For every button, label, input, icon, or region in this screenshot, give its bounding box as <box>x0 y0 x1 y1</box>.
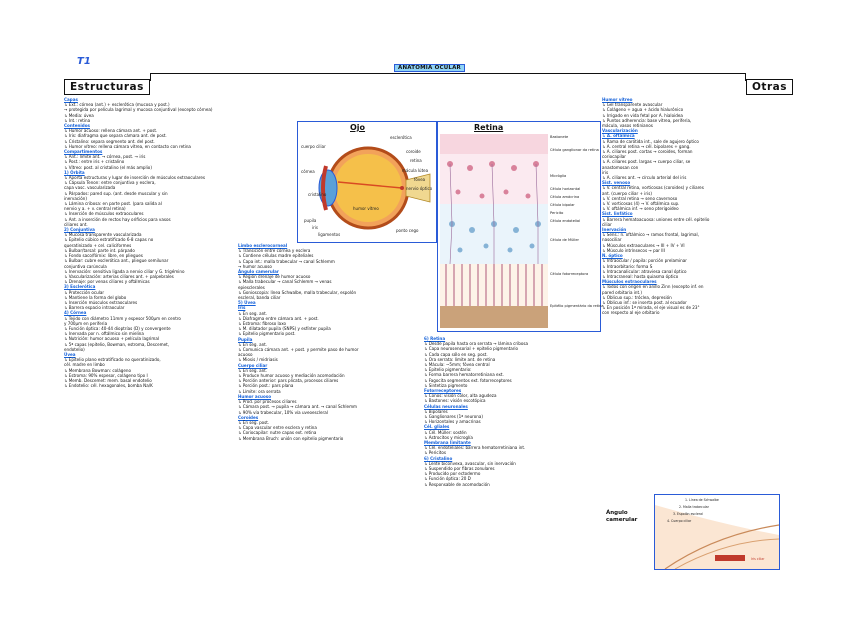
note-line: ↳ Ora serrata: límite ant. de retina <box>424 356 496 362</box>
note-line: ↳ V. central retina, vorticosas (coroides) y ciliares <box>602 185 704 191</box>
note-line: ↳ Producido por ectodermo <box>424 471 481 477</box>
note-line: ↳ Músculo intrínsecos → par III <box>602 247 665 253</box>
eye-label-nervio: nervio óptico <box>406 186 433 191</box>
note-line: con respecto al eje orbitario <box>602 310 660 316</box>
note-line: ↳ V. oftálmica inf. → seno pterigoideo <box>602 206 679 212</box>
note-line: ↳ 90% vía trabecular, 10% vía uveoescleral <box>238 409 328 415</box>
note-line: ↳ Cristalino: separa segmento ant. del post. <box>64 138 155 144</box>
section-heading: 3) Esclerótica <box>64 284 96 290</box>
note-line: ↳ Epitelio pigmentario: <box>424 367 472 373</box>
note-line: ↳ Horizontales y amacrinas <box>424 419 481 425</box>
retina-label-6: Célula bipolar <box>550 203 575 207</box>
note-line: ↳ Desde papila hasta ora serrata → lámina cribosa <box>424 341 528 347</box>
note-line: capa vasc. vascularizada <box>64 185 116 191</box>
retina-label-11: Epitélio pigmentário da retina <box>550 304 604 308</box>
note-line: ↳ Oblicuo inf.: se inserta post. al ecuador <box>602 299 687 305</box>
eye-label-pupila: pupila <box>304 218 317 223</box>
eye-figure <box>297 121 437 243</box>
note-line: ↳ Puntos adherencia: base vítrea, periferia, <box>602 117 692 123</box>
note-line: ↳ V. central retina → seno cavernoso <box>602 195 678 201</box>
note-line: ↳ Lente biconvexa, avascular, sin inervación <box>424 460 516 466</box>
section-heading: 4) Córnea <box>64 310 87 316</box>
note-line: ↳ Conos: visión color, alta agudeza <box>424 393 497 399</box>
note-line: ↳ Inserción de músculos extraoculares <box>64 211 144 217</box>
angle-label-3: 3. Espolón escleral <box>673 512 703 516</box>
note-line: ↳ A. ciliares post. cortas → coroides, forman <box>602 149 693 155</box>
angle-figure <box>654 494 780 570</box>
header-divider <box>150 73 746 74</box>
note-line: ↳ Inervación: sensitiva ligada a nervio ciliar y G. trigémino <box>64 268 185 274</box>
note-line: ↳ Cápsula Tenon: entre conjuntiva y esclera, <box>64 180 156 186</box>
note-line: ↳ Pericitos <box>424 450 447 456</box>
section-heading: Cuerpo ciliar <box>238 362 268 368</box>
section-heading: 6) Cristalino <box>424 455 453 461</box>
eye-label-retina: retina <box>410 158 422 163</box>
section-heading: Sist. linfático <box>602 211 633 217</box>
retina-figure-title: Retina <box>474 123 504 132</box>
eye-label-fovea: fóvea <box>414 177 426 182</box>
note-line: ↳ Epitelio cúbico estratificado 6-8 capas no <box>64 237 154 243</box>
note-line: ↳ Párpados: pared sup. (ant. desde muscular y sin <box>64 190 168 196</box>
note-line: ↳ Aporta estructuras y lugar de inserción de músculos extraoculares <box>64 175 206 181</box>
note-line: ↳ Bulbar/tarsal: parte int. párpado <box>64 247 135 253</box>
section-heading: N. óptico <box>602 253 623 259</box>
note-line: pared orbitaria int.) <box>602 289 643 295</box>
note-line: ↳ Cél. Müller: sostén <box>424 429 467 435</box>
section-heading: Fotorreceptores <box>424 388 462 394</box>
note-line: ↳ En seg. ant. <box>238 341 268 347</box>
note-line: ↳ Estroma: 90% espesor, colágeno tipo I <box>64 372 148 378</box>
note-line: ↳ Gonioscopia: línea Schwalbe, malla trabecular, espolón <box>238 289 357 295</box>
section-heading: Inervación <box>602 227 627 233</box>
note-line: ↳ Intraorbitario: forma S <box>602 263 653 269</box>
eye-label-cristalino: cristalino <box>308 192 327 197</box>
note-line: acuoso <box>238 352 253 358</box>
note-line: ↳ Cámara post. → pupila → cámara ant. → canal Schlemm <box>238 404 358 410</box>
retina-label-2: Célula ganglionar da retina <box>550 148 599 152</box>
note-line: ↳ Función óptica: 20 D <box>424 476 471 482</box>
note-line: ↳ Contiene células madre epiteliales <box>238 253 314 259</box>
eye-figure-title: Ojo <box>350 123 366 132</box>
retina-label-3: Micróglia <box>550 174 567 178</box>
section-box-estructuras: Estructuras <box>64 79 150 95</box>
section-heading: 5) Úvea <box>238 300 256 306</box>
note-line: ↳ Región drenaje de humor acuoso <box>238 274 311 280</box>
note-line: ↳ Mucosa transparente vascularizada <box>64 232 142 238</box>
note-line: ↳ Rama de carótida int., sale de agujero óptico <box>602 138 699 144</box>
section-heading: Humor vítreo <box>602 97 633 102</box>
note-line: ↳ Todos con origen en anillo Zinn (excepto inf. en <box>602 284 704 290</box>
note-line: escleral, banda ciliar <box>238 295 281 301</box>
header-tick-left <box>150 73 151 81</box>
note-line: ↳ Bulbar: cubre esclerótica ant., pliegue semilunar <box>64 258 169 264</box>
note-line: ↳ Iris: diafragma que separa cámara ant. de post. <box>64 133 167 139</box>
note-line: ↳ Responsable de acomodación <box>424 481 490 487</box>
note-line: ↳ Fondo saco/fórnix: libre, en pliegues <box>64 253 143 259</box>
note-line: ↳ Membrana Bruch: unión con epitelio pigmentario <box>238 435 344 441</box>
note-line: ↳ Vascularización: arterias ciliares ant. + palpebrales <box>64 273 174 279</box>
angle-label-1: 1. Línea de Schwalbe <box>685 498 719 502</box>
section-heading: Contenidos <box>64 123 90 129</box>
note-line: ↳ Inserción músculos extraoculares <box>64 299 138 305</box>
note-line: ↳ Cada capa sólo en seg. post. <box>424 351 488 357</box>
note-line: inervación) <box>64 195 87 201</box>
note-line: ↳ Tejido con diámetro 11mm y espesor 500μm en centro <box>64 315 181 321</box>
note-line: ↳ Fagocita segmentos ext. fotorreceptores <box>424 377 512 383</box>
note-line: ↳ En posición 1ª mirada, el eje visual es de 23° <box>602 305 700 311</box>
retina-label-8: Célula endotelial <box>550 219 581 223</box>
section-heading: Músculos extraoculares <box>602 279 657 285</box>
angle-figure-title: Ángulo camerular <box>606 510 638 523</box>
retina-label-10: Célula fotorreceptora <box>550 272 589 276</box>
section-heading: Úvea <box>64 351 76 357</box>
note-line: ↳ Produce humor acuoso y mediación acomodación <box>238 373 345 379</box>
angle-label-4: 4. Cuerpo ciliar <box>667 519 692 523</box>
section-heading: Sist. venoso <box>602 180 631 186</box>
note-line: endotelio) <box>64 346 85 352</box>
note-line: anastomosan con <box>602 164 639 170</box>
angle-note: Iris ciliar <box>751 557 765 561</box>
retina-label-1: Bastonete <box>550 135 569 139</box>
note-line: ↳ Bipolares <box>424 408 448 414</box>
note-line: ↳ Intraocular / papila: porción prelaminar <box>602 258 687 264</box>
note-line: ↳ Intracanalicular: atraviesa canal óptico <box>602 268 687 274</box>
note-line: ↳ Int.: retina <box>64 117 91 123</box>
note-line: ↳ V. vorticosas (4) → V. oftálmica sup. <box>602 201 680 207</box>
note-line: ↳ Ant.: límite ant. → córnea, post. → iris <box>64 154 146 160</box>
note-line: y 700μm en periferia <box>64 320 108 326</box>
note-line: ↳ En seg. ant. <box>238 310 268 316</box>
notes-column-4 <box>602 97 784 497</box>
note-line: nasociliar <box>602 237 622 243</box>
eye-label-ponto: ponto cego <box>396 228 419 233</box>
note-line: conjuntiva carúncula <box>64 263 107 269</box>
note-line: ↳ Vítreo: post. al cristalino (el más amplio) <box>64 164 152 170</box>
note-line: ↳ Colágeno + agua + ácido hialurónico <box>602 107 684 113</box>
note-line: ↳ A. ciliares ant. → círculo arterial del iris <box>602 175 687 181</box>
note-line: ↳ Comunica cámara ant. + post. y permite paso de humor <box>238 347 359 353</box>
section-heading: 1) Órbita <box>64 169 85 175</box>
notes-column-2 <box>238 243 418 575</box>
section-heading: Cél. gliales <box>424 424 450 430</box>
eye-label-humor: humor vítreo <box>353 206 379 211</box>
note-line: ↳ Inervada por n. oftálmico sin mielina <box>64 331 144 337</box>
section-heading: Limbo esclerocorneal <box>238 243 288 248</box>
note-line: ↳ Sintetiza pigmento <box>424 382 468 388</box>
retina-label-4: Célula horizontal <box>550 187 581 191</box>
section-heading: Compartimentos <box>64 149 103 155</box>
note-line: ↳ Post.: entre iris + cristalino <box>64 159 125 165</box>
retina-label-5: Célula amácrina <box>550 195 580 199</box>
note-line: ciliares ant. <box>64 221 88 227</box>
note-line: ↳ Lámina cribosa: en parte post. (para salida al <box>64 201 162 207</box>
retina-label-7: Pericito <box>550 211 564 215</box>
eye-label-ligamentos: ligamentos <box>318 232 341 237</box>
note-line: ↳ Sens.: n. oftálmico → ramos frontal, lagrimal, <box>602 232 699 238</box>
note-line: ↳ Barrera espacio intraocular <box>64 305 125 311</box>
note-line: ↳ Drenaje: por venas ciliares y oftálmicas <box>64 279 150 285</box>
retina-figure <box>437 121 604 332</box>
note-line: epiesclerales <box>238 284 265 290</box>
section-heading: Células neuronales <box>424 403 468 409</box>
note-line: ↳ En seg. ant. <box>238 367 268 373</box>
section-heading: Vascularización <box>602 128 638 134</box>
section-heading: Iris <box>238 305 246 311</box>
eye-label-esclerotica: esclerótica <box>390 135 412 140</box>
note-line: nervio y a. + v. central retina) <box>64 206 126 212</box>
section-heading: Membrana limitante <box>424 440 471 446</box>
note-line: → protegida por película lagrimal y mucosa conjuntival (excepto córnea) <box>64 107 213 113</box>
angle-label-2: 2. Malla trabecular <box>679 505 709 509</box>
note-line: ↳ Suspendido por fibras zonulares <box>424 466 495 472</box>
section-heading: ↳ A. oftálmica <box>602 133 635 139</box>
note-line: ↳ Diafragma entre cámara ant. + post. <box>238 315 319 321</box>
notes-column-3 <box>424 336 602 576</box>
note-line: ↳ Intracraneal: hasta quiasma óptico <box>602 273 679 279</box>
note-line: ↳ Epitelio plano estratificado no queratinizado, <box>64 357 161 363</box>
note-line: ↳ Estroma: fibroso laxo <box>238 321 286 327</box>
eye-label-cornea: córnea <box>301 169 315 174</box>
eye-label-macula: mácula lútea <box>402 168 429 173</box>
note-line: ↳ En seg. post. <box>238 419 270 425</box>
note-line: ↳ Transición entre córnea y esclera <box>238 248 311 254</box>
note-line: ↳ A. central retina → cél. bipolares + gang. <box>602 143 691 149</box>
note-line: coriocapilar <box>602 154 626 160</box>
note-line: ↳ Cél. endoteliales: barrera hematorretiniana int. <box>424 445 526 451</box>
note-line: ↳ Ant. a inserción de rectos hay orificios para vasos <box>64 216 171 222</box>
eye-label-coroide: coroide <box>406 149 421 154</box>
note-line: ant. (cuerpo ciliar + iris) <box>602 190 652 196</box>
note-line: ↳ Humor vítreo: rellena cámara vítrea, en contacto con retina <box>64 143 191 149</box>
note-line: ↳ Gel transparente avascular <box>602 102 663 108</box>
section-box-otras: Otras <box>746 79 793 95</box>
note-line: ↳ Mantiene la forma del globo <box>64 294 127 300</box>
note-line: ↳ M. dilatador pupila (SNPS) y esfínter pupila <box>238 326 331 332</box>
note-line: ↳ Barrera hematoacuosa: uniones entre cél. epitelio <box>602 216 710 222</box>
note-line: ↳ Astrocitos y microglía <box>424 434 473 440</box>
note-line: ↳ Porción anterior: pars plicata, procesos ciliares <box>238 378 339 384</box>
note-line: ↳ Prod. por procesos ciliares <box>238 399 297 405</box>
note-line: ↳ Humor acuoso: rellena cámara ant. + post. <box>64 128 158 134</box>
note-line: iris <box>602 169 609 175</box>
note-line: ↳ Irrigado en vida fetal por A. hialoidea <box>602 112 683 118</box>
note-line: queratinizado + cel. caliciformes <box>64 242 132 248</box>
section-heading: Humor acuoso <box>238 393 272 399</box>
note-line: ↳ Porción post.: pars plana <box>238 383 294 389</box>
note-line: ↳ Media: úvea <box>64 112 94 118</box>
note-line: ↳ Mácula: ~5mm; fóvea central <box>424 362 490 368</box>
note-line: ↳ Endotelio: cél. hexagonales, bomba Na/K <box>64 383 153 389</box>
note-line: ↳ Miosis / midriasis <box>238 357 278 363</box>
eye-label-iris: iris <box>312 225 318 230</box>
note-line: ↳ Membrana Bowman: colágeno <box>64 367 132 373</box>
note-line: ↳ Nutrición: humor acuoso + película lagrimal <box>64 336 160 342</box>
note-line: ↳ Capa int.: malla trabecular → canal Schlemm <box>238 258 335 264</box>
note-line: ↳ Capa neurosensorial + epitelio pigmentario <box>424 346 519 352</box>
note-line: ↳ Ext.: córnea (ant.) + esclerótica (mucosa y post.) <box>64 102 170 108</box>
note-line: ↳ Capa vascular entre esclera y retina <box>238 425 317 431</box>
section-heading: Coroides <box>238 414 259 420</box>
note-line: ciliar <box>602 221 612 227</box>
section-heading: Ángulo camerular <box>238 269 279 275</box>
section-heading: 2) Conjuntiva <box>64 227 95 233</box>
note-line: ↳ Protección ocular <box>64 289 105 295</box>
page-title: ANATOMIA OCULAR <box>394 64 465 72</box>
note-line: mácula, vasos retinianos <box>602 123 653 129</box>
note-line: cél. madre en limbo <box>64 362 105 368</box>
eye-illustration <box>298 122 436 242</box>
note-line: ↳ 5ª capas (epitelio, Bowman, estroma, Descemet, <box>64 341 170 347</box>
angle-figure-caption <box>606 510 654 524</box>
note-line: ↳ Malla trabecular → canal Schlemm → venas <box>238 279 332 285</box>
section-heading: 6) Retina <box>424 336 446 341</box>
note-line: ↳ Función óptica: 40-44 dioptrías (D) y convergente <box>64 325 171 331</box>
page-number: T1 <box>77 56 91 67</box>
note-line: ↳ A. ciliares post. largas → cuerpo ciliar, se <box>602 159 691 165</box>
retina-illustration <box>440 134 548 328</box>
note-line: → humor acuoso <box>238 263 272 269</box>
note-line: ↳ Coriocapilar: nutre capas ext. retina <box>238 430 317 436</box>
note-line: ↳ Memb. Descemet: mem. basal endotelio <box>64 377 152 383</box>
note-line: ↳ Forma barrera hematorretiniana ext. <box>424 372 504 378</box>
note-line: ↳ Bastones: visión escotópica <box>424 398 486 404</box>
section-heading: Pupila <box>238 336 253 342</box>
note-line: ↳ Ganglionares (1ª neurona) <box>424 414 483 420</box>
section-heading: Capas <box>64 97 78 102</box>
note-line: ↳ Límite: ora serrata <box>238 388 281 394</box>
note-line: ↳ Epitelio pigmentario post. <box>238 331 296 337</box>
retina-label-9: Célula de Müller <box>550 238 580 242</box>
note-line: ↳ Músculos extraoculares → III + IV + VI <box>602 242 685 248</box>
eye-label-cuerpo: cuerpo ciliar <box>301 144 326 149</box>
note-line: ↳ Oblicuo sup.: tróclea, depresión <box>602 294 672 300</box>
